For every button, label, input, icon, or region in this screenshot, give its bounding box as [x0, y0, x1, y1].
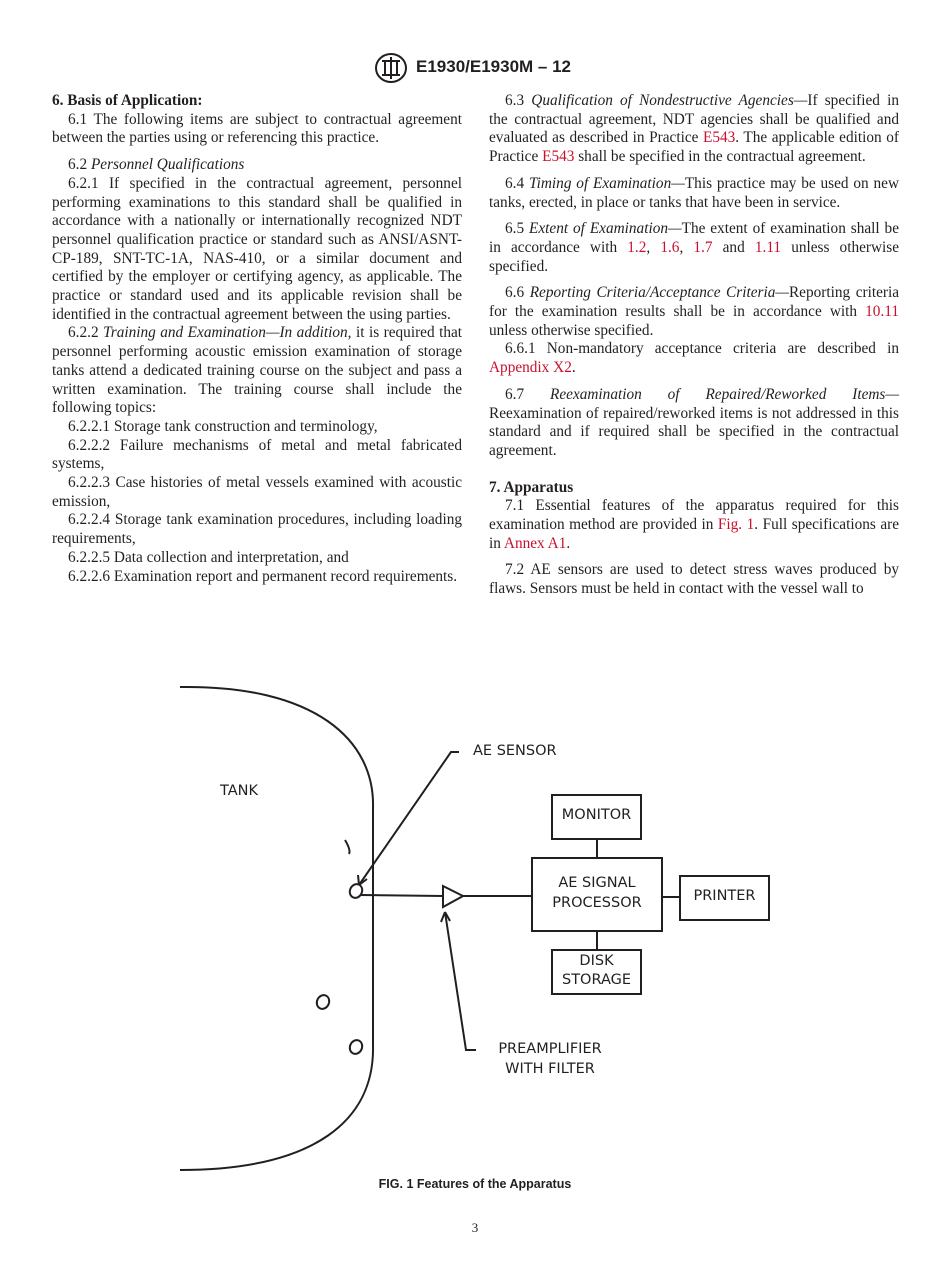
tank-mark	[345, 840, 350, 854]
link-e543[interactable]: E543	[702, 129, 736, 147]
processor-label-line1: AE SIGNAL	[558, 875, 636, 891]
disk-label-line2: STORAGE	[561, 972, 632, 988]
topic-item: 6.2.2.4 Storage tank examination procedures, including loading requirements,	[52, 511, 462, 548]
signal-cable	[361, 895, 443, 896]
preamp-leader	[445, 912, 476, 1050]
link-e543[interactable]: E543	[542, 148, 575, 166]
ae-sensor-label: AE SENSOR	[473, 743, 557, 759]
preamplifier-icon	[443, 886, 463, 907]
topic-item: 6.2.2.2 Failure mechanisms of metal and metal fabricated systems,	[52, 436, 462, 473]
paragraph-7-2: 7.2 AE sensors are used to detect stress waves produced by flaws. Sensors must be held in contact with the vessel wall to	[489, 561, 899, 598]
paragraph-6-2: 6.2 Personnel Qualifications	[68, 156, 245, 174]
page-header	[0, 52, 950, 86]
figure-caption: FIG. 1 Features of the Apparatus	[378, 1177, 572, 1191]
link-1-7[interactable]: 1.7	[693, 238, 713, 256]
paragraph-6-3: 6.3 Qualification of Nondestructive Agencies—If specified in the contractual agreement, NDT agencies shall be qualified and evaluated as described in Practice E543. The applicable edition of Practice E543 shall be specified in the contractual agreement.	[489, 92, 899, 166]
paragraph-6-7: 6.7 Reexamination of Repaired/Reworked Items— Reexamination of repaired/reworked items is not addressed in this standard and if required shall be specified in the contractual agreement.	[489, 385, 899, 459]
topic-item: 6.2.2.6 Examination report and permanent record requirements.	[68, 567, 458, 585]
preamp-label-line1: PREAMPLIFIER	[498, 1041, 602, 1057]
page-number: 3	[471, 1220, 479, 1235]
paragraph-6-5: 6.5 Extent of Examination—The extent of examination shall be in accordance with 1.2, 1.6, 1.7 and 1.11 unless otherwise specified.	[489, 220, 900, 275]
disk-label-line1: DISK	[579, 953, 614, 969]
topic-item: 6.2.2.1 Storage tank construction and terminology,	[68, 417, 378, 435]
paragraph-6-2-1: 6.2.1 If specified in the contractual agreement, personnel performing examinations to this standard shall be qualified in accordance with a nationally or internationally recognized NDT personnel qualification practice or standard such as ANSI/ASNT-CP-189, SNT-TC-1A, NAS-410, or a similar document and certified by the employer or certifying agency, as applicable. The practice or standard used and its applicable revision shall be identified in the contractual agreement between the using parties.	[52, 174, 462, 323]
processor-label-line2: PROCESSOR	[552, 895, 642, 911]
right-column	[489, 92, 899, 599]
section-7-heading: 7. Apparatus	[489, 478, 574, 496]
ae-sensor-icon	[315, 993, 332, 1011]
tank-outline	[180, 687, 373, 1170]
monitor-label: MONITOR	[561, 807, 632, 823]
paragraph-6-2-2: 6.2.2 Training and Examination—In addition, it is required that personnel performing acoustic emission examination of storage tanks attend a dedicated training course on the subject and pass a written examination. The training course shall include the following topics:	[52, 324, 463, 417]
topic-item: 6.2.2.3 Case histories of metal vessels examined with acoustic emission,	[52, 474, 462, 510]
printer-label: PRINTER	[693, 888, 756, 904]
section-6-heading: 6. Basis of Application:	[52, 92, 203, 109]
topic-item: 6.2.2.5 Data collection and interpretation, and	[68, 548, 349, 566]
paragraph-6-6: 6.6 Reporting Criteria/Acceptance Criteria—Reporting criteria for the examination results shall be in accordance with 10.11 unless otherwise specified.	[489, 284, 900, 339]
paragraph-6-6-1: 6.6.1 Non-mandatory acceptance criteria are described in Appendix X2.	[489, 340, 899, 377]
paragraph-7-1: 7.1 Essential features of the apparatus required for this examination method are provided in Fig. 1. Full specifications are in Annex A1.	[489, 497, 900, 552]
tank-label: TANK	[220, 783, 259, 799]
link-appendix-x2[interactable]: Appendix X2	[489, 359, 572, 377]
document-designation: E1930/E1930M – 12	[416, 57, 572, 76]
link-annex-a1[interactable]: Annex A1	[503, 534, 567, 552]
astm-logo-icon	[372, 52, 410, 84]
paragraph-6-4: 6.4 Timing of Examination—This practice may be used on new tanks, erected, in place or tanks that have been in service.	[489, 174, 900, 211]
link-1-2[interactable]: 1.2	[627, 238, 647, 256]
link-1-11[interactable]: 1.11	[754, 238, 782, 256]
ae-sensor-icon	[348, 882, 365, 900]
paragraph-6-1: 6.1 The following items are subject to contractual agreement between the parties using or referencing this practice.	[52, 110, 462, 147]
link-1-6[interactable]: 1.6	[660, 238, 680, 256]
preamp-label-line2: WITH FILTER	[505, 1061, 595, 1077]
ae-sensor-icon	[348, 1038, 365, 1056]
link-fig-1[interactable]: Fig. 1	[717, 516, 755, 534]
link-10-11[interactable]: 10.11	[865, 303, 900, 321]
apparatus-figure	[175, 680, 775, 1180]
left-column	[52, 92, 462, 586]
